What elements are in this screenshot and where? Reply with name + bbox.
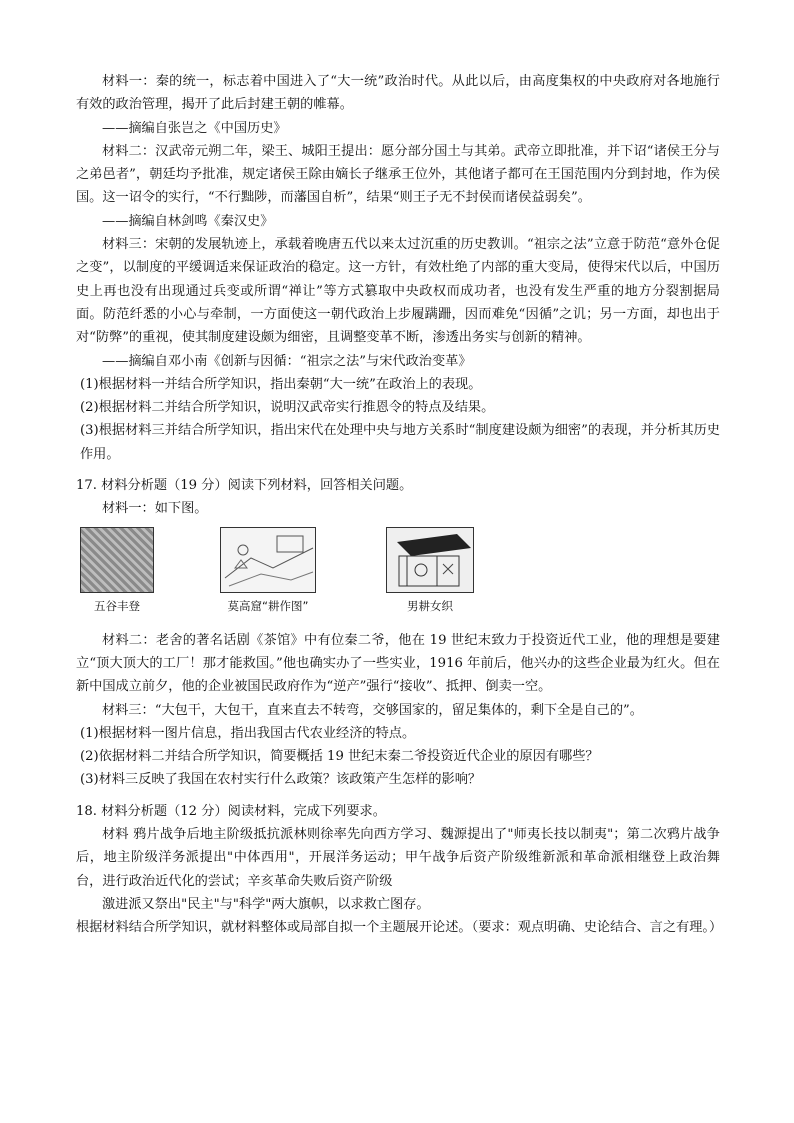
q18-requirement: 根据材料结合所学知识，就材料整体或局部自拟一个主题展开论述。（要求：观点明确、史论结合、言之有理。）	[76, 920, 723, 936]
mural-image	[220, 527, 316, 593]
woodcut-image	[386, 527, 474, 593]
figure-nangeng-nvzhi	[386, 527, 474, 615]
embroidery-image	[80, 527, 154, 593]
figure-caption: 男耕女织	[407, 598, 453, 613]
q17-figure-row	[76, 527, 720, 625]
q17-sub-question-3: (3)材料三反映了我国在农村实行什么政策？该政策产生怎样的影响？	[80, 772, 482, 788]
q16-sub-question-2: (2)根据材料二并结合所学知识，说明汉武帝实行推恩令的特点及结果。	[80, 400, 495, 416]
q16-material-3-source: ——摘编自邓小南《创新与因循：“祖宗之法”与宋代政治变革》	[102, 353, 472, 369]
q17-sub-question-1: (1)根据材料一图片信息，指出我国古代农业经济的特点。	[80, 725, 416, 741]
q16-material-2: 材料二：汉武帝元朔二年，梁王、城阳王提出：愿分部分国土与其弟。武帝立即批准，并下诏“诸侯王分与之弟邑者”，朝廷均予批准，规定诸侯王除由嫡长子继承王位外，其他诸子都可在王国范围内分到封地，作为侯国。这一诏令的实行，“不行黜陟，而藩国自析”，结果“则王子无不封侯而诸侯益弱矣”。	[76, 143, 720, 206]
q16-material-1: 材料一：秦的统一，标志着中国进入了“大一统”政治时代。从此以后，由高度集权的中央政府对各地施行有效的政治管理，揭开了此后封建王朝的帷幕。	[76, 74, 720, 113]
q17-sub-question-2: (2)依据材料二并结合所学知识，简要概括 19 世纪末秦二爷投资近代企业的原因有哪些？	[80, 749, 599, 765]
q16-material-3: 材料三：宋朝的发展轨迹上，承载着晚唐五代以来太过沉重的历史教训。“祖宗之法”立意于防范“意外仓促之变”，以制度的平缓调适来保证政治的稳定。这一方针，有效杜绝了内部的重大变局，使得宋代以后，中国历史上再也没有出现通过兵变或所谓“禅让”等方式篡取中央政权而成功者，也没有发生严重的地方分裂割据局面。防范纤悉的小心与牵制，一方面使这一朝代政治上步履蹒跚，因而难免“因循”之讥；另一方面，却也出于对“防弊”的重视，使其制度建设颇为细密，且调整变革不断，渗透出务实与创新的精神。	[76, 237, 720, 346]
q18-material-part-2: 激进派又祭出"民主"与"科学"两大旗帜，以求救亡图存。	[102, 896, 430, 912]
figure-caption: 五谷丰登	[94, 598, 140, 613]
q17-heading: 17. 材料分析题（19 分）阅读下列材料，回答相关问题。	[76, 478, 413, 494]
q17-material-3: 材料三：“大包干，大包干，直来直去不转弯，交够国家的，留足集体的，剩下全是自己的”。	[102, 702, 643, 718]
figure-wugu-fengdeng	[80, 527, 154, 615]
q18-heading: 18. 材料分析题（12 分）阅读材料，完成下列要求。	[76, 803, 386, 819]
q18-material-part-1: 材料 鸦片战争后地主阶级抵抗派林则徐率先向西方学习、魏源提出了"师夷长技以制夷"；第二次鸦片战争后，地主阶级洋务派提出"中体西用"，开展洋务运动；甲午战争后资产阶级维新派和革命派相继登上政治舞台，进行政治近代化的尝试；辛亥革命失败后资产阶级	[76, 827, 720, 889]
q17-material-1: 材料一：如下图。	[102, 501, 208, 517]
q16-material-1-source: ——摘编自张岂之《中国历史》	[102, 120, 287, 136]
figure-mogao-farming	[220, 527, 316, 615]
q16-sub-question-1: (1)根据材料一并结合所学知识，指出秦朝“大一统”在政治上的表现。	[80, 376, 482, 392]
q16-sub-question-3: (3)根据材料三并结合所学知识，指出宋代在处理中央与地方关系时“制度建设颇为细密”的表现，并分析其历史作用。	[80, 423, 720, 462]
figure-caption: 莫高窟“耕作图”	[227, 598, 309, 613]
q17-material-2: 材料二：老舍的著名话剧《茶馆》中有位秦二爷，他在 19 世纪末致力于投资近代工业，他的理想是要建立“顶大顶大的工厂！那才能救国。”他也确实办了一些实业，1916 年前后，他兴办的这些企业最为红火。但在新中国成立前夕，他的企业被国民政府作为“逆产”强行“接收”、抵押、倒卖一空。	[76, 632, 720, 695]
exam-page	[76, 70, 723, 940]
q16-material-2-source: ——摘编自林剑鸣《秦汉史》	[102, 213, 274, 229]
